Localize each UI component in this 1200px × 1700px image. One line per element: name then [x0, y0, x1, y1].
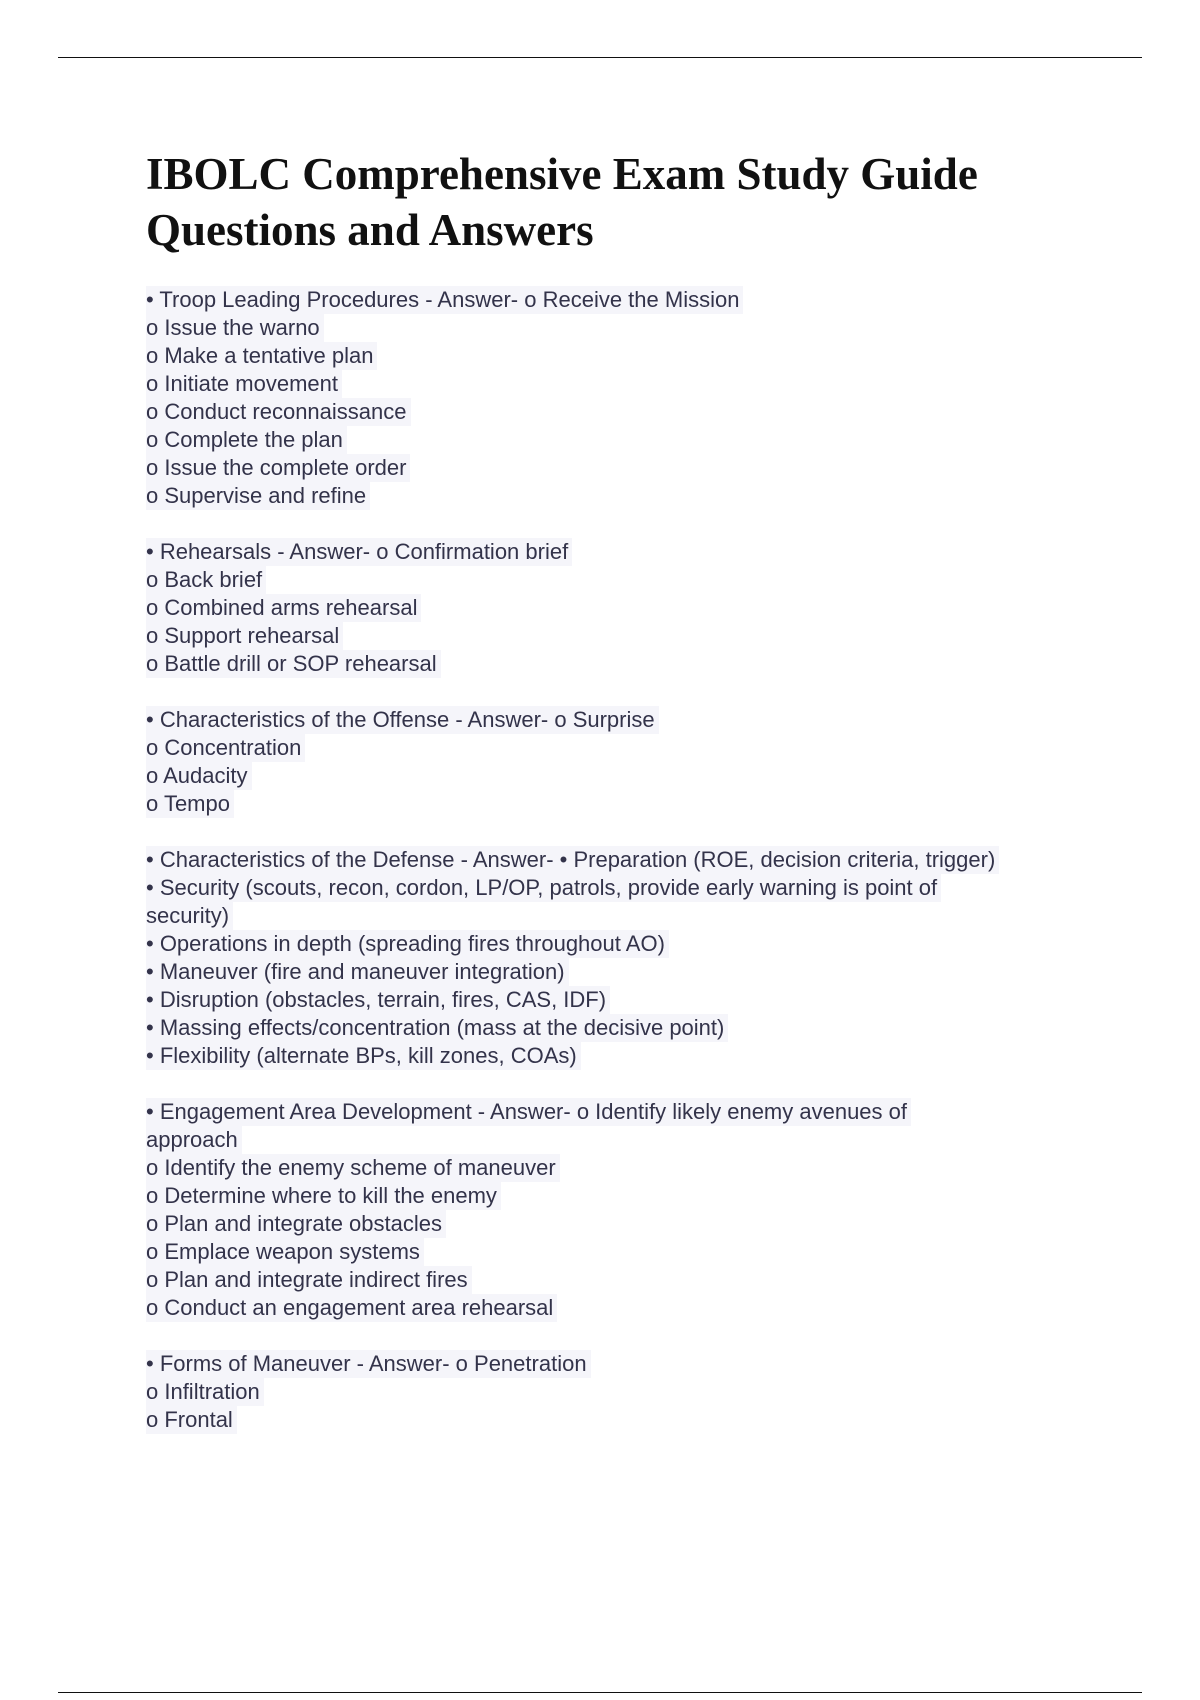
answer-line: o Emplace weapon systems [146, 1238, 424, 1266]
qa-forms-of-maneuver [146, 1350, 1106, 1434]
answer-line: o Supervise and refine [146, 482, 370, 510]
header-rule [58, 57, 1142, 58]
answer-line: • Security (scouts, recon, cordon, LP/OP, patrols, provide early warning is point of [146, 874, 941, 902]
question-line: • Characteristics of the Defense - Answer- • Preparation (ROE, decision criteria, trigger) [146, 846, 999, 874]
title-line-1: IBOLC Comprehensive Exam Study Guide [146, 149, 978, 199]
answer-line: • Disruption (obstacles, terrain, fires, CAS, IDF) [146, 986, 610, 1014]
page-title [146, 146, 1106, 258]
qa-engagement-area-development [146, 1098, 1106, 1322]
answer-line: o Concentration [146, 734, 305, 762]
document-content [146, 146, 1106, 1462]
answer-line: o Tempo [146, 790, 234, 818]
answer-line: o Plan and integrate indirect fires [146, 1266, 472, 1294]
question-line: • Troop Leading Procedures - Answer- o Receive the Mission [146, 286, 743, 314]
answer-line: o Conduct an engagement area rehearsal [146, 1294, 557, 1322]
answer-line: o Issue the complete order [146, 454, 410, 482]
answer-line: o Support rehearsal [146, 622, 343, 650]
answer-line: o Combined arms rehearsal [146, 594, 421, 622]
answer-line: o Identify the enemy scheme of maneuver [146, 1154, 560, 1182]
question-line: • Rehearsals - Answer- o Confirmation brief [146, 538, 572, 566]
answer-line: • Massing effects/concentration (mass at the decisive point) [146, 1014, 728, 1042]
qa-troop-leading-procedures [146, 286, 1106, 510]
answer-line: o Plan and integrate obstacles [146, 1210, 446, 1238]
answer-line: o Frontal [146, 1406, 237, 1434]
question-line: • Forms of Maneuver - Answer- o Penetration [146, 1350, 591, 1378]
qa-characteristics-defense [146, 846, 1106, 1070]
title-line-2: Questions and Answers [146, 205, 594, 255]
question-line: • Characteristics of the Offense - Answer- o Surprise [146, 706, 659, 734]
answer-line: o Battle drill or SOP rehearsal [146, 650, 441, 678]
answer-line: o Complete the plan [146, 426, 347, 454]
answer-line: o Issue the warno [146, 314, 324, 342]
question-line: • Engagement Area Development - Answer- o Identify likely enemy avenues of [146, 1098, 911, 1126]
answer-line: o Initiate movement [146, 370, 342, 398]
answer-line: o Make a tentative plan [146, 342, 377, 370]
footer-rule [58, 1692, 1142, 1693]
answer-line: approach [146, 1126, 242, 1154]
answer-line: • Flexibility (alternate BPs, kill zones, COAs) [146, 1042, 581, 1070]
answer-line: o Audacity [146, 762, 252, 790]
answer-line: o Back brief [146, 566, 266, 594]
answer-line: • Maneuver (fire and maneuver integration) [146, 958, 569, 986]
qa-rehearsals [146, 538, 1106, 678]
qa-characteristics-offense [146, 706, 1106, 818]
answer-line: security) [146, 902, 233, 930]
answer-line: o Conduct reconnaissance [146, 398, 411, 426]
answer-line: • Operations in depth (spreading fires throughout AO) [146, 930, 669, 958]
answer-line: o Infiltration [146, 1378, 264, 1406]
answer-line: o Determine where to kill the enemy [146, 1182, 501, 1210]
